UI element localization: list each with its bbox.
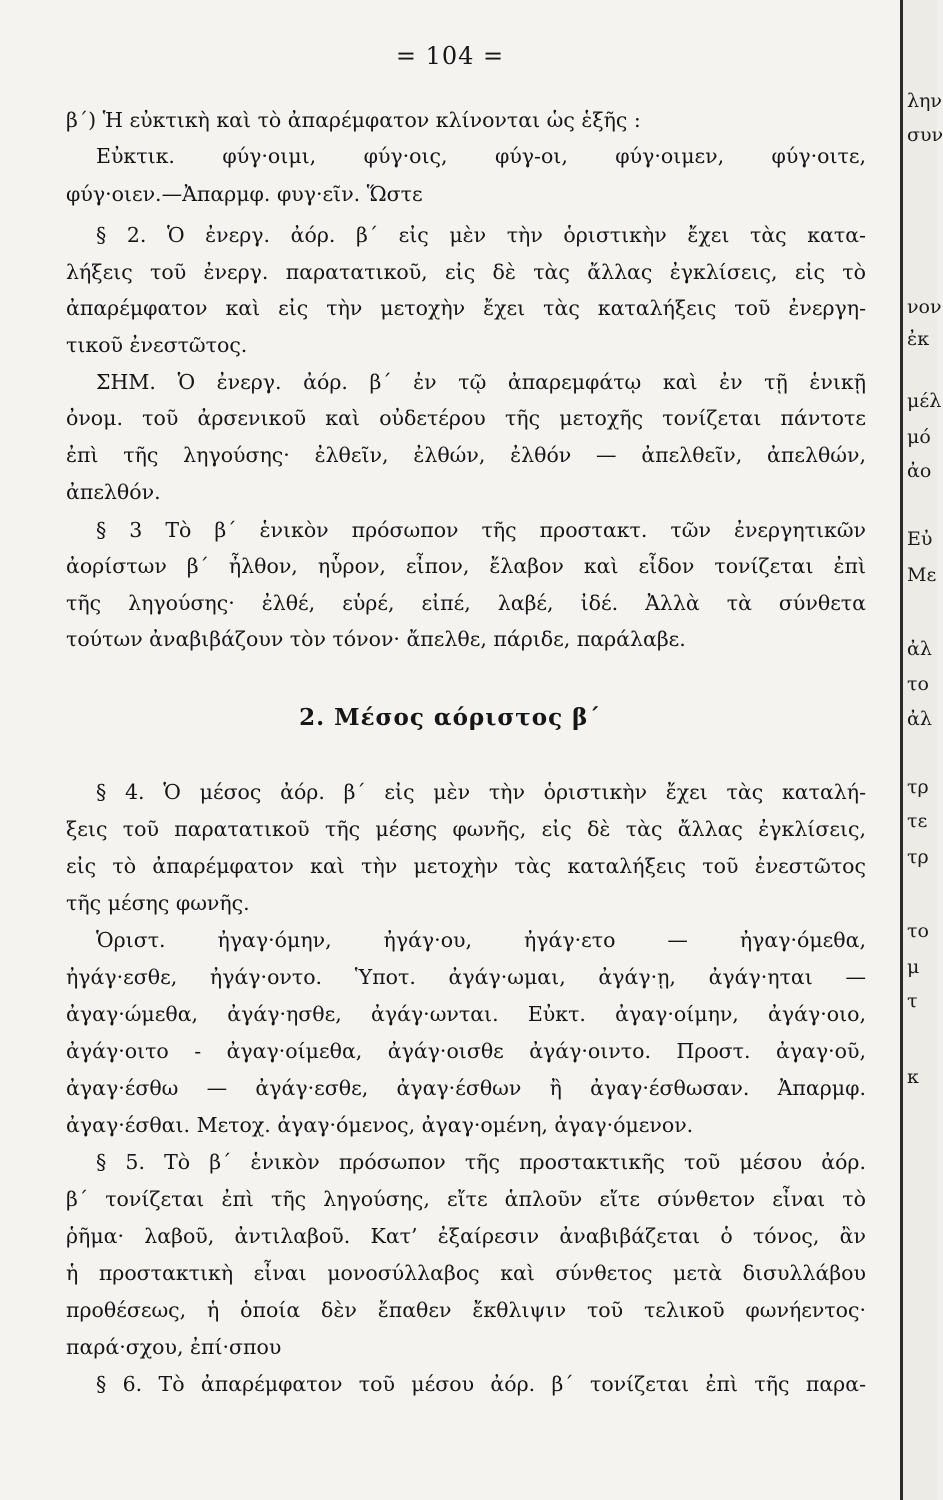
text-line: § 6. Τὸ ἀπαρέμφατον τοῦ μέσου ἀόρ. β΄ τονίζεται ἐπὶ τῆς παρα- [96, 1372, 866, 1396]
adjacent-page-fragment: ἀλ [907, 708, 932, 730]
adjacent-page-fragment: μέλ [907, 390, 942, 412]
text-line: ἀγαγ·έσθω — ἀγάγ·εσθε, ἀγαγ·έσθων ἢ ἀγαγ·έσθωσαν. Ἀπαρμφ. [66, 1076, 866, 1100]
text-line: τῆς ληγούσης· ἐλθέ, εὑρέ, εἰπέ, λαβέ, ἰδέ. Ἀλλὰ τὰ σύνθετα [66, 591, 866, 615]
adjacent-page-fragment: το [907, 673, 929, 695]
adjacent-page-fragment: ἀο [907, 460, 932, 482]
text-line: Εὐκτικ. φύγ·οιμι, φύγ·οις, φύγ-οι, φύγ·οιμεν, φύγ·οιτε, [96, 144, 866, 168]
text-line: ἀπελθόν. [66, 480, 161, 504]
text-line: τούτων ἀναβιβάζουν τὸν τόνον· ἄπελθε, πάριδε, παράλαβε. [66, 627, 686, 651]
text-line: ΣΗΜ. Ὁ ἐνεργ. ἀόρ. β΄ ἐν τῷ ἀπαρεμφάτῳ καὶ ἐν τῇ ἑνικῇ [96, 370, 866, 394]
text-line: ὀνομ. τοῦ ἀρσενικοῦ καὶ οὐδετέρου τῆς μετοχῆς τονίζεται πάντοτε [66, 406, 866, 430]
adjacent-page-fragment: μ [907, 956, 920, 978]
text-line: ἀγάγ·οιτο - ἀγαγ·οίμεθα, ἀγάγ·οισθε ἀγάγ·οιντο. Προστ. ἀγαγ·οῦ, [66, 1039, 866, 1063]
adjacent-page-fragment: τ [907, 990, 918, 1012]
text-line: λήξεις τοῦ ἐνεργ. παρατατικοῦ, εἰς δὲ τὰς ἄλλας ἐγκλίσεις, εἰς τὸ [66, 260, 866, 284]
adjacent-page-fragment: μό [907, 426, 931, 448]
text-line: ἐπὶ τῆς ληγούσης· ἐλθεῖν, ἐλθών, ἐλθόν — ἀπελθεῖν, ἀπελθών, [66, 443, 866, 467]
text-line: προθέσεως, ἡ ὁποία δὲν ἔπαθεν ἔκθλιψιν τοῦ τελικοῦ φωνήεντος· [66, 1298, 866, 1322]
text-line: β΄ τονίζεται ἐπὶ τῆς ληγούσης, εἴτε ἁπλοῦν εἴτε σύνθετον εἶναι τὸ [66, 1187, 866, 1211]
page-number: = 104 = [395, 42, 505, 70]
text-line: § 4. Ὁ μέσος ἀόρ. β΄ εἰς μὲν τὴν ὁριστικὴν ἔχει τὰς καταλή- [96, 780, 866, 804]
adjacent-page-fragment: τρ [907, 776, 929, 798]
text-line: φύγ·οιεν.—Ἀπαρμφ. φυγ·εῖν. Ὥστε [66, 182, 423, 206]
text-line: ἀγαγ·ώμεθα, ἀγάγ·ησθε, ἀγάγ·ωνται. Εὐκτ. ἀγαγ·οίμην, ἀγάγ·οιο, [66, 1002, 866, 1026]
adjacent-page-fragment: ἀλ [907, 638, 932, 660]
adjacent-page-fragment: Με [907, 564, 937, 586]
adjacent-page-fragment: τε [907, 810, 928, 832]
text-line: Ὁριστ. ἠγαγ·όμην, ἠγάγ·ου, ἠγάγ·ετο — ἠγαγ·όμεθα, [96, 928, 866, 952]
adjacent-page-fragment: νον [907, 296, 942, 318]
adjacent-page-fragment: τρ [907, 846, 929, 868]
adjacent-page-fragment: συν [907, 124, 943, 146]
text-line: τικοῦ ἐνεστῶτος. [66, 333, 248, 357]
text-line: ἡ προστακτικὴ εἶναι μονοσύλλαβος καὶ σύνθετος μετὰ δισυλλάβου [66, 1261, 866, 1285]
text-line: εἰς τὸ ἀπαρέμφατον καὶ τὴν μετοχὴν τὰς καταλήξεις τοῦ ἐνεστῶτος [66, 854, 866, 878]
text-line: ἀορίστων β΄ ἦλθον, ηὗρον, εἶπον, ἔλαβον καὶ εἶδον τονίζεται ἐπὶ [66, 554, 866, 578]
adjacent-page-edge [900, 0, 943, 1500]
text-line: § 5. Τὸ β΄ ἑνικὸν πρόσωπον τῆς προστακτικῆς τοῦ μέσου ἀόρ. [96, 1150, 866, 1174]
text-line: ῥῆμα· λαβοῦ, ἀντιλαβοῦ. Κατ’ ἐξαίρεσιν ἀναβιβάζεται ὁ τόνος, ἂν [66, 1224, 866, 1248]
text-line: ἠγάγ·εσθε, ἠγάγ·οντο. Ὑποτ. ἀγάγ·ωμαι, ἀγάγ·ῃ, ἀγάγ·ηται — [66, 965, 866, 989]
text-line: τῆς μέσης φωνῆς. [66, 891, 250, 915]
text-line: ἀπαρέμφατον καὶ εἰς τὴν μετοχὴν ἔχει τὰς καταλήξεις τοῦ ἐνεργη- [66, 296, 866, 320]
text-line: β΄) Ἡ εὐκτικὴ καὶ τὸ ἀπαρέμφατον κλίνονται ὡς ἑξῆς : [66, 108, 641, 132]
adjacent-page-fragment: Εὐ [907, 528, 933, 550]
text-line: ἀγαγ·έσθαι. Μετοχ. ἀγαγ·όμενος, ἀγαγ·ομένη, ἀγαγ·όμενον. [66, 1113, 694, 1137]
adjacent-page-fragment: κ [907, 1066, 919, 1088]
adjacent-page-fragment: ἐκ [907, 328, 930, 350]
text-line: § 2. Ὁ ἐνεργ. ἀόρ. β΄ εἰς μὲν τὴν ὁριστικὴν ἔχει τὰς κατα- [96, 223, 866, 247]
text-line: παρά·σχου, ἐπί·σπου [66, 1335, 282, 1359]
adjacent-page-fragment: το [907, 920, 929, 942]
adjacent-page-fragment: λην [907, 90, 942, 112]
section-heading: 2. Μέσος αόριστος β΄ [299, 704, 601, 731]
text-line: ξεις τοῦ παρατατικοῦ τῆς μέσης φωνῆς, εἰς δὲ τὰς ἄλλας ἐγκλίσεις, [66, 817, 866, 841]
text-line: § 3 Τὸ β΄ ἑνικὸν πρόσωπον τῆς προστακτ. τῶν ἐνεργητικῶν [96, 518, 866, 542]
